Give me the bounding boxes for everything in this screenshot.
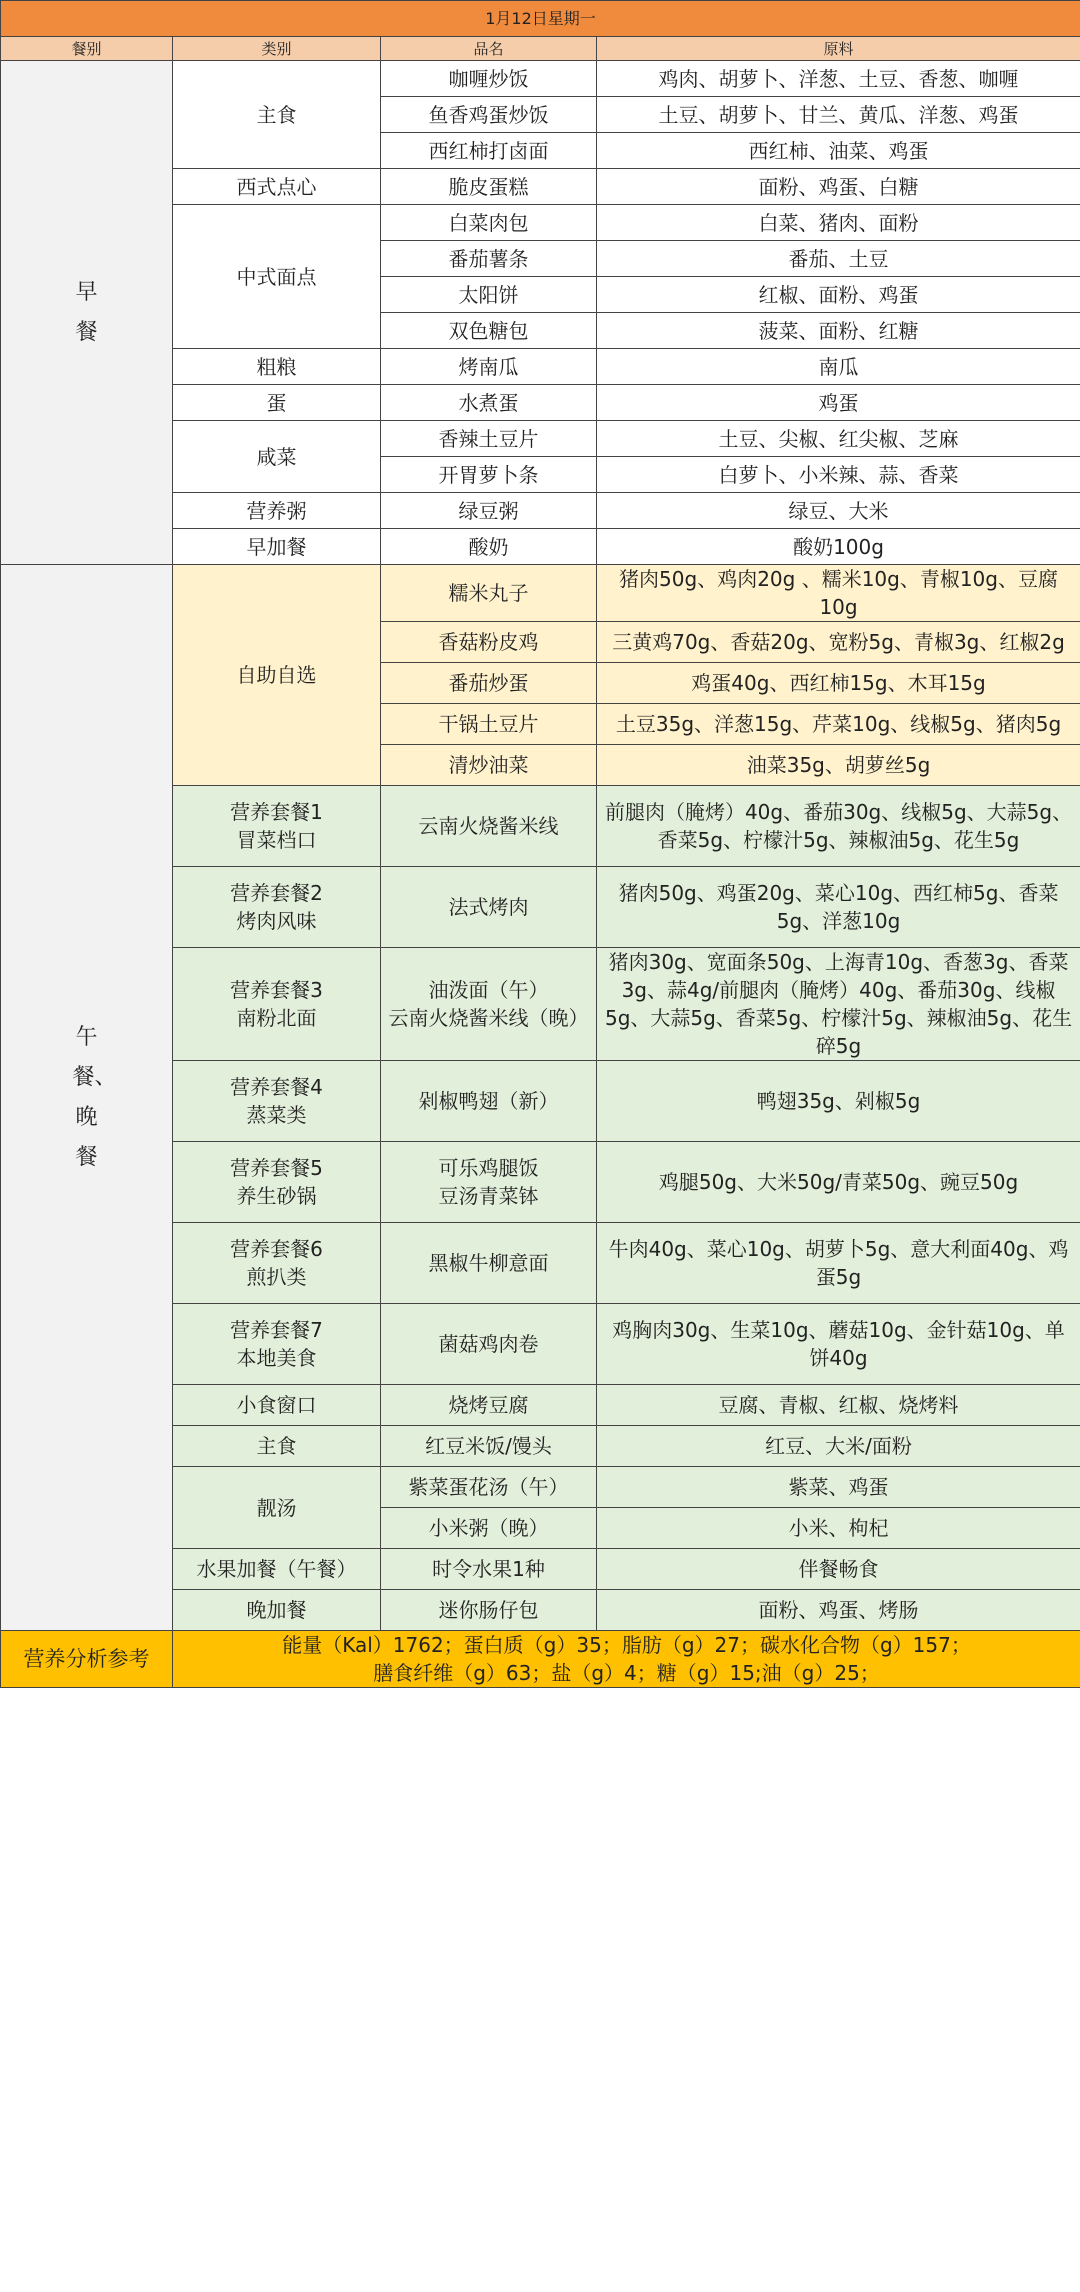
- footer-row: [1, 1631, 1080, 1688]
- menu-row: [1, 565, 1080, 622]
- category-sublabel: 煎扒类: [246, 1265, 307, 1289]
- meal-cell: [1, 565, 173, 1631]
- ingredients-text: 三黄鸡70g、香菇20g、宽粉5g、青椒3g、红椒2g: [612, 630, 1065, 654]
- ingredients-cell: [597, 1142, 1080, 1223]
- ingredients-text: 猪肉30g、宽面条50g、上海青10g、香葱3g、香菜3g、蒜4g/前腿肉（腌烤）40g、番茄30g、线椒5g、大蒜5g、香菜5g、柠檬汁5g、辣椒油5g、花生碎5g: [604, 950, 1073, 1058]
- category-sublabel: 蒸菜类: [246, 1103, 307, 1127]
- category-label: 中式面点: [236, 264, 317, 289]
- ingredients-cell: [597, 169, 1080, 205]
- dish-name: 云南火烧酱米线: [418, 814, 559, 838]
- ingredients-text: 猪肉50g、鸡蛋20g、菜心10g、西红柿5g、香菜5g、洋葱10g: [618, 881, 1059, 933]
- dish-name: 菌菇鸡肉卷: [438, 1332, 539, 1356]
- dish-name: 油泼面（午）: [428, 978, 549, 1002]
- dish-name: 糯米丸子: [448, 581, 529, 605]
- dish-cell: [381, 349, 597, 385]
- ingredients-cell: [597, 1223, 1080, 1304]
- dish-cell: [381, 1467, 597, 1508]
- ingredients-text: 豆腐、青椒、红椒、烧烤料: [718, 1393, 959, 1417]
- ingredients-cell: [597, 622, 1080, 663]
- ingredients-cell: [597, 1549, 1080, 1590]
- category-cell: [173, 349, 381, 385]
- ingredients-text: 酸奶100g: [793, 534, 884, 559]
- dish-name: 烤南瓜: [458, 354, 519, 379]
- header-row: [1, 37, 1080, 61]
- category-label: 靓汤: [256, 1495, 297, 1520]
- ingredients-text: 紫菜、鸡蛋: [788, 1475, 889, 1499]
- category-label: 营养套餐3: [230, 978, 323, 1002]
- dish-name: 双色糖包: [448, 318, 529, 343]
- dish-name-2: 豆汤青菜钵: [438, 1184, 539, 1208]
- ingredients-text: 鸡肉、胡萝卜、洋葱、土豆、香葱、咖喱: [658, 66, 1019, 91]
- ingredients-text: 牛肉40g、菜心10g、胡萝卜5g、意大利面40g、鸡蛋5g: [608, 1237, 1069, 1289]
- category-label: 小食窗口: [236, 1393, 317, 1417]
- dish-name: 干锅土豆片: [438, 712, 539, 736]
- dish-cell: [381, 1304, 597, 1385]
- ingredients-cell: [597, 745, 1080, 786]
- dish-cell: [381, 241, 597, 277]
- ingredients-cell: [597, 421, 1080, 457]
- category-label: 营养套餐1: [230, 800, 323, 824]
- dish-cell: [381, 1590, 597, 1631]
- category-cell: [173, 1467, 381, 1549]
- category-cell: [173, 1590, 381, 1631]
- category-label: 营养套餐6: [230, 1237, 323, 1261]
- ingredients-cell: [597, 704, 1080, 745]
- dish-name: 白菜肉包: [448, 210, 529, 235]
- dish-cell: [381, 948, 597, 1061]
- ingredients-text: 面粉、鸡蛋、白糖: [758, 174, 919, 199]
- ingredients-text: 面粉、鸡蛋、烤肠: [758, 1598, 919, 1622]
- dish-name: 迷你肠仔包: [438, 1598, 539, 1622]
- ingredients-cell: [597, 786, 1080, 867]
- ingredients-text: 鸭翅35g、剁椒5g: [756, 1089, 921, 1113]
- category-cell: [173, 1223, 381, 1304]
- category-cell: [173, 529, 381, 565]
- header-dish: 品名: [381, 37, 597, 61]
- ingredients-cell: [597, 1304, 1080, 1385]
- category-sublabel: 烤肉风味: [236, 909, 317, 933]
- dish-cell: [381, 97, 597, 133]
- category-label: 粗粮: [256, 354, 297, 379]
- ingredients-cell: [597, 1508, 1080, 1549]
- ingredients-cell: [597, 61, 1080, 97]
- dish-name: 清炒油菜: [448, 753, 529, 777]
- dish-name: 酸奶: [468, 534, 509, 559]
- nutrition-text: [173, 1631, 1080, 1688]
- dish-cell: [381, 622, 597, 663]
- ingredients-cell: [597, 349, 1080, 385]
- ingredients-text: 白萝卜、小米辣、蒜、香菜: [718, 462, 959, 487]
- ingredients-text: 小米、枸杞: [788, 1516, 889, 1540]
- category-cell: [173, 1549, 381, 1590]
- dish-name: 太阳饼: [458, 282, 519, 307]
- menu-row: [1, 61, 1080, 97]
- dish-cell: [381, 1061, 597, 1142]
- dish-cell: [381, 663, 597, 704]
- category-cell: [173, 786, 381, 867]
- dish-name: 香菇粉皮鸡: [438, 630, 539, 654]
- dish-cell: [381, 1426, 597, 1467]
- ingredients-text: 猪肉50g、鸡肉20g 、糯米10g、青椒10g、豆腐10g: [619, 567, 1058, 619]
- dish-cell: [381, 529, 597, 565]
- category-label: 晚加餐: [246, 1598, 307, 1622]
- title-row: [1, 1, 1080, 37]
- ingredients-cell: [597, 1426, 1080, 1467]
- nutrition-label: 营养分析参考: [1, 1631, 173, 1688]
- ingredients-text: 土豆、胡萝卜、甘兰、黄瓜、洋葱、鸡蛋: [658, 102, 1019, 127]
- header-ingredients: 原料: [597, 37, 1080, 61]
- category-cell: [173, 1426, 381, 1467]
- dish-cell: [381, 1549, 597, 1590]
- dish-cell: [381, 133, 597, 169]
- dish-name: 番茄炒蛋: [448, 671, 529, 695]
- category-label: 西式点心: [236, 174, 317, 199]
- dish-name: 小米粥（晚）: [428, 1516, 549, 1540]
- category-label: 水果加餐（午餐）: [196, 1557, 357, 1581]
- category-cell: [173, 867, 381, 948]
- dish-name: 咖喱炒饭: [448, 66, 529, 91]
- ingredients-text: 南瓜: [818, 354, 859, 379]
- ingredients-text: 红椒、面粉、鸡蛋: [758, 282, 919, 307]
- ingredients-text: 鸡腿50g、大米50g/青菜50g、豌豆50g: [658, 1170, 1019, 1194]
- meal-label: 早餐: [75, 279, 98, 345]
- meal-cell: [1, 61, 173, 565]
- category-sublabel: 南粉北面: [236, 1006, 317, 1030]
- dish-cell: [381, 169, 597, 205]
- dish-cell: [381, 745, 597, 786]
- dish-cell: [381, 205, 597, 241]
- nutrition-line-2: 膳食纤维（g）63；盐（g）4；糖（g）15;油（g）25；: [373, 1661, 880, 1685]
- dish-name: 红豆米饭/馒头: [425, 1434, 552, 1458]
- header-meal: 餐别: [1, 37, 173, 61]
- dish-name: 黑椒牛柳意面: [428, 1251, 549, 1275]
- category-cell: [173, 385, 381, 421]
- category-cell: [173, 61, 381, 169]
- dish-cell: [381, 313, 597, 349]
- ingredients-cell: [597, 867, 1080, 948]
- ingredients-cell: [597, 529, 1080, 565]
- dish-name: 脆皮蛋糕: [448, 174, 529, 199]
- ingredients-cell: [597, 385, 1080, 421]
- ingredients-cell: [597, 205, 1080, 241]
- ingredients-cell: [597, 313, 1080, 349]
- dish-name: 开胃萝卜条: [438, 462, 539, 487]
- dish-name: 法式烤肉: [448, 895, 529, 919]
- ingredients-cell: [597, 277, 1080, 313]
- ingredients-text: 油菜35g、胡萝丝5g: [746, 753, 931, 777]
- category-label: 蛋: [266, 390, 287, 415]
- category-cell: [173, 205, 381, 349]
- category-label: 营养套餐7: [230, 1318, 323, 1342]
- category-label: 主食: [256, 1434, 297, 1458]
- ingredients-text: 白菜、猪肉、面粉: [758, 210, 919, 235]
- dish-cell: [381, 867, 597, 948]
- category-label: 营养粥: [246, 498, 307, 523]
- category-label: 早加餐: [246, 534, 307, 559]
- nutrition-line-1: 能量（Kal）1762；蛋白质（g）35；脂肪（g）27；碳水化合物（g）157；: [282, 1633, 971, 1657]
- category-label: 自助自选: [236, 663, 317, 687]
- ingredients-text: 红豆、大米/面粉: [765, 1434, 912, 1458]
- dish-cell: [381, 277, 597, 313]
- dish-name: 鱼香鸡蛋炒饭: [428, 102, 549, 127]
- dish-name: 番茄薯条: [448, 246, 529, 271]
- meal-label: 午餐、晚餐: [72, 1024, 117, 1170]
- ingredients-cell: [597, 241, 1080, 277]
- ingredients-cell: [597, 493, 1080, 529]
- category-label: 主食: [256, 102, 297, 127]
- dish-cell: [381, 1142, 597, 1223]
- ingredients-cell: [597, 133, 1080, 169]
- dish-cell: [381, 385, 597, 421]
- dish-cell: [381, 493, 597, 529]
- ingredients-cell: [597, 1061, 1080, 1142]
- category-cell: [173, 169, 381, 205]
- category-cell: [173, 565, 381, 786]
- category-label: 营养套餐2: [230, 881, 323, 905]
- ingredients-text: 鸡蛋40g、西红柿15g、木耳15g: [691, 671, 986, 695]
- dish-cell: [381, 61, 597, 97]
- dish-name: 烧烤豆腐: [448, 1393, 529, 1417]
- ingredients-text: 伴餐畅食: [798, 1557, 879, 1581]
- ingredients-cell: [597, 1467, 1080, 1508]
- dish-name: 水煮蛋: [458, 390, 519, 415]
- category-label: 咸菜: [256, 444, 297, 469]
- category-cell: [173, 493, 381, 529]
- ingredients-cell: [597, 97, 1080, 133]
- category-cell: [173, 421, 381, 493]
- category-cell: [173, 1061, 381, 1142]
- dish-cell: [381, 704, 597, 745]
- dish-name: 可乐鸡腿饭: [438, 1156, 539, 1180]
- dish-cell: [381, 1223, 597, 1304]
- dish-name: 时令水果1种: [432, 1557, 545, 1581]
- dish-name: 西红柿打卤面: [428, 138, 549, 163]
- ingredients-text: 菠菜、面粉、红糖: [758, 318, 919, 343]
- ingredients-cell: [597, 457, 1080, 493]
- ingredients-cell: [597, 1590, 1080, 1631]
- page-title: 1月12日星期一: [1, 1, 1080, 37]
- dish-name: 香辣土豆片: [438, 426, 539, 451]
- ingredients-text: 土豆、尖椒、红尖椒、芝麻: [718, 426, 959, 451]
- dish-name: 绿豆粥: [458, 498, 519, 523]
- category-cell: [173, 948, 381, 1061]
- category-sublabel: 本地美食: [236, 1346, 317, 1370]
- dish-cell: [381, 421, 597, 457]
- ingredients-text: 绿豆、大米: [788, 498, 889, 523]
- ingredients-cell: [597, 565, 1080, 622]
- ingredients-text: 鸡蛋: [818, 390, 859, 415]
- category-cell: [173, 1142, 381, 1223]
- ingredients-text: 番茄、土豆: [788, 246, 889, 271]
- category-label: 营养套餐5: [230, 1156, 323, 1180]
- dish-cell: [381, 786, 597, 867]
- dish-name: 紫菜蛋花汤（午）: [408, 1475, 569, 1499]
- ingredients-text: 鸡胸肉30g、生菜10g、蘑菇10g、金针菇10g、单饼40g: [612, 1318, 1065, 1370]
- ingredients-cell: [597, 948, 1080, 1061]
- dish-name: 剁椒鸭翅（新）: [418, 1089, 559, 1113]
- category-sublabel: 养生砂锅: [236, 1184, 317, 1208]
- dish-cell: [381, 1385, 597, 1426]
- dish-cell: [381, 457, 597, 493]
- ingredients-text: 西红柿、油菜、鸡蛋: [748, 138, 929, 163]
- ingredients-cell: [597, 663, 1080, 704]
- category-sublabel: 冒菜档口: [236, 828, 317, 852]
- dish-cell: [381, 565, 597, 622]
- ingredients-text: 土豆35g、洋葱15g、芹菜10g、线椒5g、猪肉5g: [615, 712, 1062, 736]
- header-category: 类别: [173, 37, 381, 61]
- ingredients-text: 前腿肉（腌烤）40g、番茄30g、线椒5g、大蒜5g、香菜5g、柠檬汁5g、辣椒油5g、花生5g: [604, 800, 1073, 852]
- category-cell: [173, 1304, 381, 1385]
- category-cell: [173, 1385, 381, 1426]
- dish-name-2: 云南火烧酱米线（晚）: [388, 1006, 589, 1030]
- dish-cell: [381, 1508, 597, 1549]
- category-label: 营养套餐4: [230, 1075, 323, 1099]
- ingredients-cell: [597, 1385, 1080, 1426]
